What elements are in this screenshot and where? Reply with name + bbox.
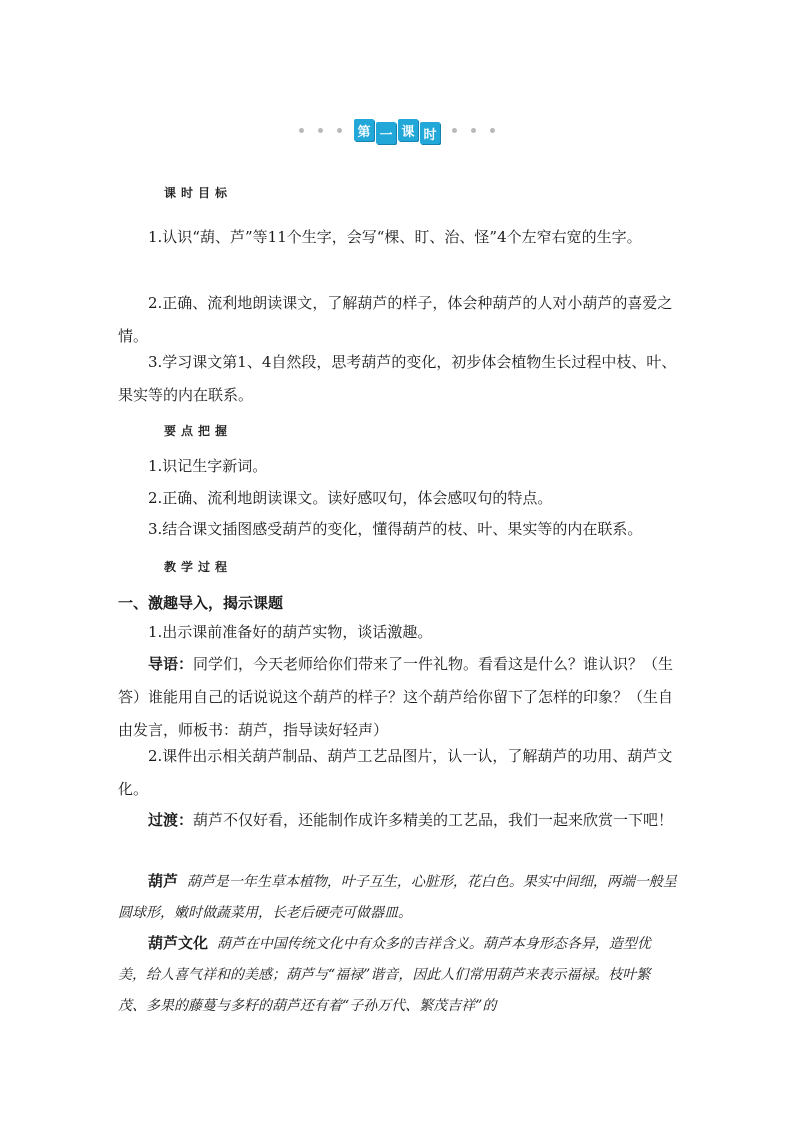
- dot: [471, 128, 476, 133]
- process-step: 2.课件出示相关葫芦制品、葫芦工艺品图片，认一认，了解葫芦的功用、葫芦文化。: [118, 747, 673, 798]
- guide-paragraph: [118, 648, 678, 747]
- banner-dots-left: [299, 128, 342, 133]
- keypoint-item: 3.结合课文插图感受葫芦的变化，懂得葫芦的枝、叶、果实等的内在联系。: [148, 520, 643, 538]
- dot: [490, 128, 495, 133]
- dot: [318, 128, 323, 133]
- guide-text: 同学们，今天老师给你们带来了一件礼物。看看这是什么？谁认识？（生答）谁能用自己的话说说这个葫芦的样子？这个葫芦给你留下了怎样的印象？（生自由发言，师板书：葫芦，指导读好轻声）: [118, 655, 674, 739]
- lesson-title-char: 时: [420, 122, 440, 144]
- transition-paragraph: [118, 804, 678, 837]
- gourd-definition: [118, 866, 678, 929]
- section-label-objectives: 课时目标: [158, 182, 238, 202]
- lesson-title: [354, 119, 440, 141]
- transition-text: 葫芦不仅好看，还能制作成许多精美的工艺品，我们一起来欣赏一下吧！: [193, 811, 674, 829]
- lesson-title-char: 第: [354, 119, 374, 141]
- keypoint-item: 2.正确、流利地朗读课文。读好感叹句，体会感叹句的特点。: [148, 489, 553, 507]
- dot: [299, 128, 304, 133]
- lesson-title-char: 课: [398, 119, 418, 141]
- objective-item: 1.认识“葫、芦”等11个生字，会写“棵、盯、治、怪”4个左窄右宽的生字。: [148, 228, 642, 246]
- gourd-culture: [118, 928, 678, 1022]
- objective-item: 2.正确、流利地朗读课文，了解葫芦的样子，体会种葫芦的人对小葫芦的喜爱之情。: [118, 294, 673, 345]
- culture-text: 葫芦在中国传统文化中有众多的吉祥含义。葫芦本身形态各异，造型优美，给人喜气祥和的美感；葫芦与“福禄”谐音，因此人们常用葫芦来表示福禄。枝叶繁茂、多果的藤蔓与多籽的葫芦还有着“子孙万代、繁茂吉祥”的: [118, 936, 651, 1014]
- process-heading: 一、激趣导入，揭示课题: [118, 594, 284, 612]
- process-step: 1.出示课前准备好的葫芦实物，谈话激趣。: [148, 623, 433, 641]
- keypoint-item: 1.识记生字新词。: [148, 457, 268, 475]
- dot: [452, 128, 457, 133]
- section-label-keypoints: 要点把握: [158, 420, 238, 440]
- dot: [337, 128, 342, 133]
- guide-label: 导语：: [148, 655, 194, 673]
- transition-label: 过渡：: [148, 811, 194, 829]
- objective-item: 3.学习课文第1、4自然段，思考葫芦的变化，初步体会植物生长过程中枝、叶、果实等的内在联系。: [118, 353, 677, 404]
- gourd-text: 葫芦是一年生草本植物，叶子互生，心脏形，花白色。果实中间细，两端一般呈圆球形，嫩时做蔬菜用，长老后硬壳可做器皿。: [118, 874, 677, 921]
- section-label-process: 教学过程: [158, 556, 238, 576]
- lesson-title-char: 一: [376, 122, 396, 144]
- banner-dots-right: [452, 128, 495, 133]
- gourd-term: 葫芦: [148, 872, 179, 890]
- culture-term: 葫芦文化: [148, 934, 209, 952]
- lesson-banner: [0, 116, 794, 144]
